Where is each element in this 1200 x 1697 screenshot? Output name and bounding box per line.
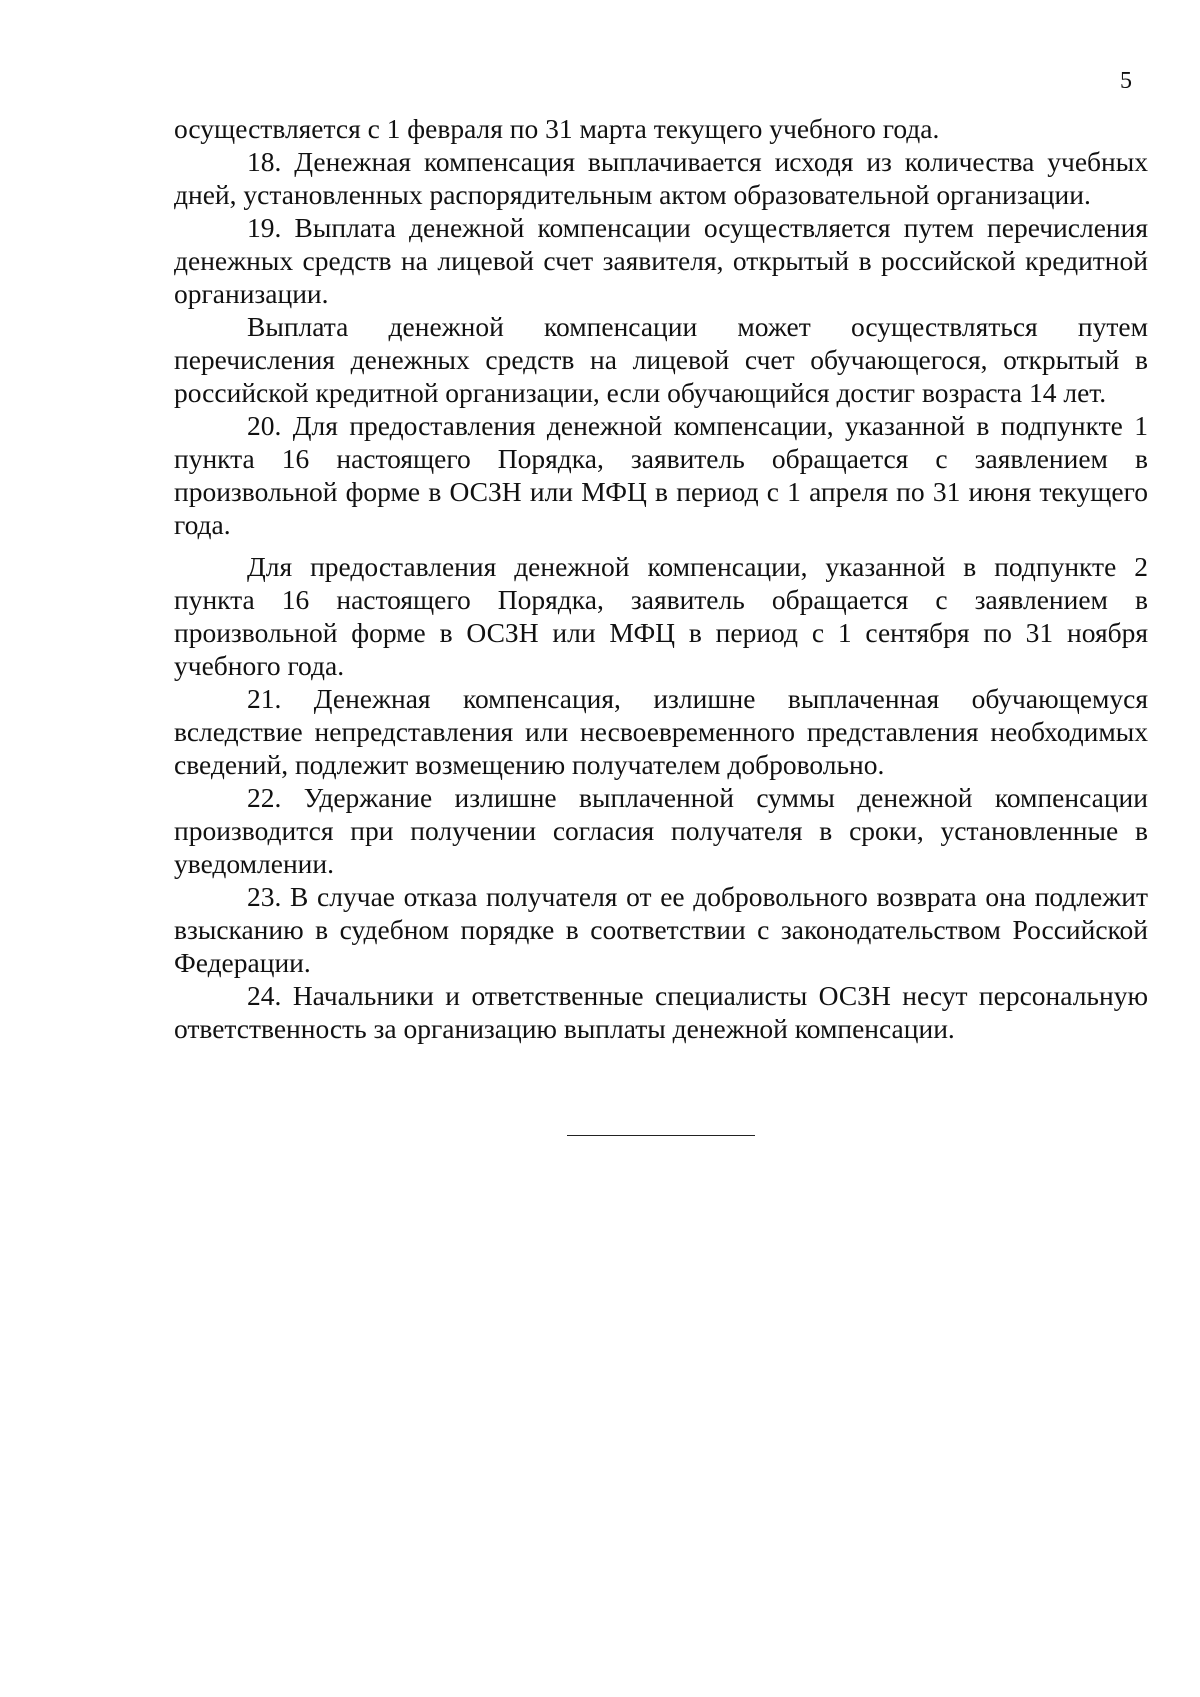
paragraph-21: 21. Денежная компенсация, излишне выплаченная обучающемуся вследствие непредставления или несвоевременного представления необходимых сведений, подлежит возмещению получателем добровольно.: [174, 683, 1148, 780]
page-number: 5: [1120, 68, 1132, 94]
paragraph-22: 22. Удержание излишне выплаченной суммы денежной компенсации производится при получении согласия получателя в сроки, установленные в уведомлении.: [174, 782, 1148, 879]
paragraph-continuation: осуществляется с 1 февраля по 31 марта текущего учебного года.: [174, 113, 940, 144]
paragraph-19-addendum: Выплата денежной компенсации может осуществляться путем перечисления денежных средств на лицевой счет обучающегося, открытый в российской кредитной организации, если обучающийся достиг возраста 14 лет.: [174, 311, 1148, 408]
paragraph-20: 20. Для предоставления денежной компенсации, указанной в подпункте 1 пункта 16 настоящего Порядка, заявитель обращается с заявлением в произвольной форме в ОСЗН или МФЦ в период с 1 апреля по 31 июня текущего года.: [174, 410, 1148, 540]
paragraph-24: 24. Начальники и ответственные специалисты ОСЗН несут персональную ответственность за организацию выплаты денежной компенсации.: [174, 980, 1148, 1044]
end-of-document-rule: [567, 1135, 755, 1136]
paragraph-18: 18. Денежная компенсация выплачивается исходя из количества учебных дней, установленных распорядительным актом образовательной организации.: [174, 146, 1148, 210]
paragraph-20-addendum: Для предоставления денежной компенсации, указанной в подпункте 2 пункта 16 настоящего Порядка, заявитель обращается с заявлением в произвольной форме в ОСЗН или МФЦ в период с 1 сентября по 31 ноября учебного года.: [174, 551, 1148, 681]
paragraph-23: 23. В случае отказа получателя от ее добровольного возврата она подлежит взысканию в судебном порядке в соответствии с законодательством Российской Федерации.: [174, 881, 1148, 978]
paragraph-19: 19. Выплата денежной компенсации осуществляется путем перечисления денежных средств на лицевой счет заявителя, открытый в российской кредитной организации.: [174, 212, 1148, 309]
document-body: [174, 112, 1148, 1045]
